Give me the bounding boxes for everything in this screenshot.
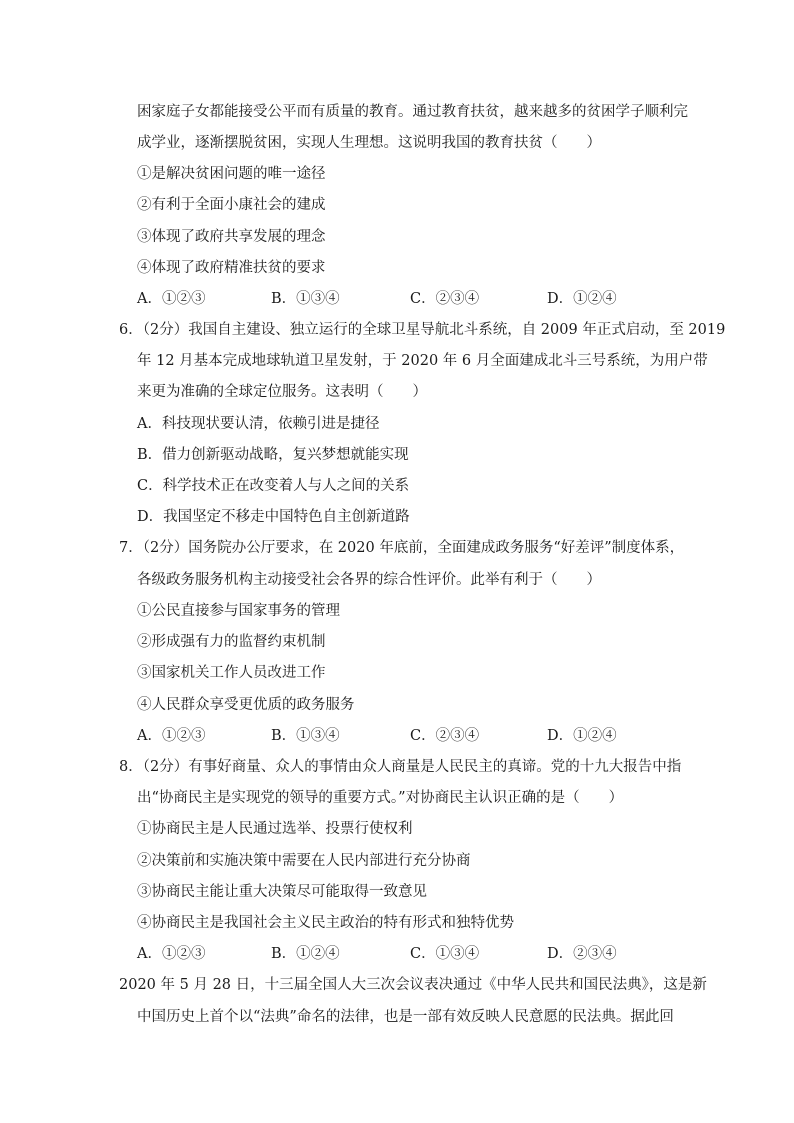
q7-statement-3: ③国家机关工作人员改进工作 [137, 665, 326, 681]
q5-option-a[interactable]: A．①②③ [137, 291, 206, 307]
q5-option-b[interactable]: B．①③④ [271, 291, 340, 307]
q5-option-d[interactable]: D．①②④ [547, 291, 617, 307]
q7-statement-2: ②形成强有力的监督约束机制 [137, 634, 326, 650]
shared-stem-line-1: 2020 年 5 月 28 日，十三届全国人大三次会议表决通过《中华人民共和国民法典》，这是新 [119, 977, 707, 993]
q5-continuation-line-1: 困家庭子女都能接受公平而有质量的教育。通过教育扶贫，越来越多的贫困学子顺利完 [137, 104, 688, 120]
q7-statement-1: ①公民直接参与国家事务的管理 [137, 603, 340, 619]
q8-option-a[interactable]: A．①②③ [137, 946, 206, 962]
q8-options [137, 944, 697, 964]
q7-stem-line-2: 各级政务服务机构主动接受社会各界的综合性评价。此举有利于（ ） [137, 572, 601, 588]
q6-stem-line-2: 年 12 月基本完成地球轨道卫星发射，于 2020 年 6 月全面建成北斗三号系统，为用户带 [137, 353, 708, 369]
q6-option-b[interactable]: B．借力创新驱动战略，复兴梦想就能实现 [137, 447, 409, 463]
q8-stem-line-1: 8．（2分）有事好商量、众人的事情由众人商量是人民民主的真谛。党的十九大报告中指 [119, 759, 682, 775]
q7-option-a[interactable]: A．①②③ [137, 728, 206, 744]
shared-stem-line-2: 中国历史上首个以“法典”命名的法律，也是一部有效反映人民意愿的民法典。据此回 [137, 1009, 674, 1025]
q8-statement-4: ④协商民主是我国社会主义民主政治的特有形式和独特优势 [137, 915, 514, 931]
q5-continuation-line-2: 成学业，逐渐摆脱贫困，实现人生理想。这说明我国的教育扶贫（ ） [137, 135, 601, 151]
q7-stem-line-1: 7．（2分）国务院办公厅要求，在 2020 年底前，全面建成政务服务“好差评”制度体系， [119, 540, 685, 556]
q5-statement-4: ④体现了政府精准扶贫的要求 [137, 260, 326, 276]
q6-stem-line-1: 6．（2分）我国自主建设、独立运行的全球卫星导航北斗系统，自 2009 年正式启动，至 2019 [119, 322, 726, 338]
q7-option-b[interactable]: B．①③④ [271, 728, 340, 744]
q6-option-c[interactable]: C．科学技术正在改变着人与人之间的关系 [137, 478, 410, 494]
q7-option-c[interactable]: C．②③④ [410, 728, 480, 744]
q6-option-a[interactable]: A．科技现状要认清，依赖引进是捷径 [137, 416, 380, 432]
q7-options [137, 726, 697, 746]
q8-statement-3: ③协商民主能让重大决策尽可能取得一致意见 [137, 884, 427, 900]
q7-statement-4: ④人民群众享受更优质的政务服务 [137, 697, 355, 713]
q7-option-d[interactable]: D．①②④ [547, 728, 617, 744]
q8-statement-2: ②决策前和实施决策中需要在人民内部进行充分协商 [137, 853, 471, 869]
q8-option-b[interactable]: B．①②④ [271, 946, 340, 962]
q8-statement-1: ①协商民主是人民通过选举、投票行使权利 [137, 821, 413, 837]
q5-statement-1: ①是解决贫困问题的唯一途径 [137, 166, 326, 182]
q8-stem-line-2: 出“协商民主是实现党的领导的重要方式。”对协商民主认识正确的是（ ） [137, 790, 624, 806]
q5-statement-2: ②有利于全面小康社会的建成 [137, 197, 326, 213]
q8-option-c[interactable]: C．①③④ [410, 946, 480, 962]
q6-stem-line-3: 来更为准确的全球定位服务。这表明（ ） [137, 384, 427, 400]
q5-option-c[interactable]: C．②③④ [410, 291, 480, 307]
q5-options [137, 289, 697, 309]
q6-option-d[interactable]: D．我国坚定不移走中国特色自主创新道路 [137, 509, 410, 525]
q8-option-d[interactable]: D．②③④ [547, 946, 617, 962]
q5-statement-3: ③体现了政府共享发展的理念 [137, 229, 326, 245]
